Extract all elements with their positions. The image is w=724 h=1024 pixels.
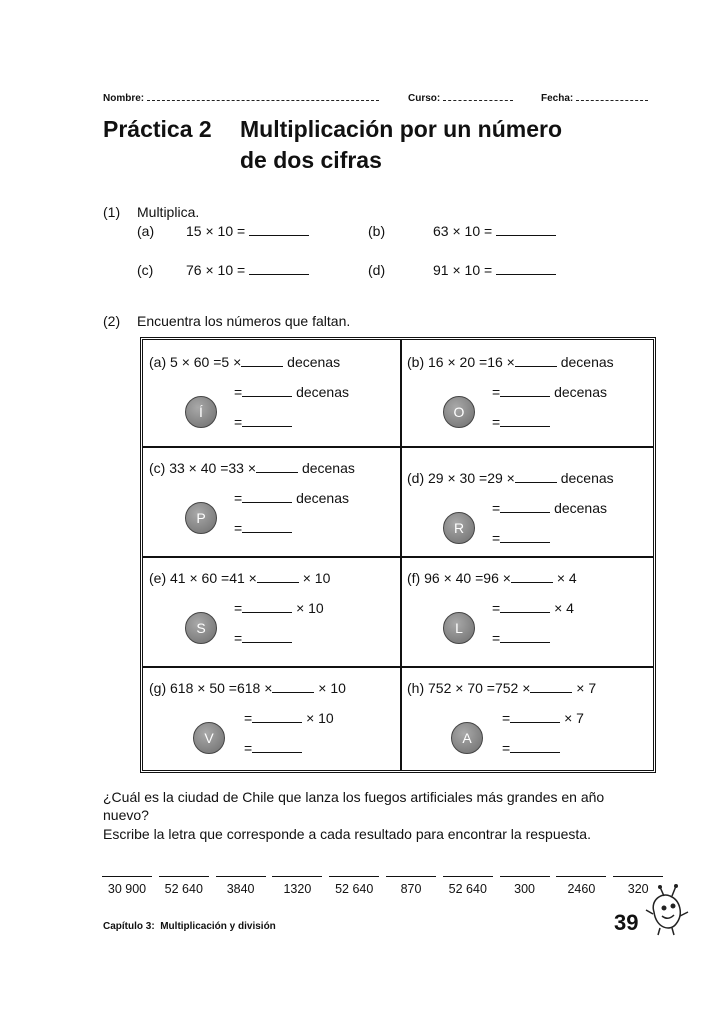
exercise-cell: [407, 564, 653, 660]
practice-number: Práctica 2: [103, 116, 212, 142]
cell-line3: [492, 414, 550, 430]
cell-step3: =: [234, 630, 243, 646]
s1-item-c-expr: 76 × 10 =: [186, 262, 246, 278]
answer-blank[interactable]: [500, 530, 550, 543]
s1-item-d-expr: 91 × 10 =: [433, 262, 493, 278]
date-label: Fecha:: [541, 93, 574, 104]
cell-label: (h): [407, 680, 425, 696]
chapter-footer: Capítulo 3: Multiplicación y división: [103, 921, 276, 932]
cell-expr: 618 × 50: [170, 680, 225, 696]
cell-line1: [149, 570, 330, 586]
cell-step3: =: [492, 530, 501, 546]
section1-instruction: Multiplica.: [137, 204, 200, 220]
cell-step2: =: [492, 500, 501, 516]
answer-slot[interactable]: [326, 876, 382, 896]
letter-badge: A: [451, 722, 483, 754]
cell-line1: [149, 680, 346, 696]
answer-blank[interactable]: [249, 262, 309, 275]
cell-line3: [234, 414, 292, 430]
answer-blank[interactable]: [252, 740, 302, 753]
exercise-cell: [407, 454, 653, 550]
cell-expr: 16 × 20: [428, 354, 476, 370]
exercise-cell: [149, 348, 395, 444]
mascot-icon: [644, 884, 690, 936]
cell-label: (a): [149, 354, 167, 370]
cell-step2-suffix: decenas: [296, 384, 350, 400]
cell-expr: 29 × 30: [428, 470, 476, 486]
answer-blank[interactable]: [510, 710, 560, 723]
grid-divider: [143, 666, 653, 668]
course-field[interactable]: [408, 91, 513, 104]
cell-expr: 96 × 40: [424, 570, 472, 586]
cell-step2: =: [234, 600, 243, 616]
answer-value: 52 640: [335, 882, 374, 896]
answer-value: 3840: [226, 882, 255, 896]
cell-line2: [492, 600, 574, 616]
grid-divider: [143, 446, 653, 448]
answer-blank[interactable]: [511, 570, 553, 583]
cell-expr: 752 × 70: [428, 680, 483, 696]
answer-slot[interactable]: [383, 876, 439, 896]
section2-number: (2): [103, 313, 121, 329]
cell-label: (e): [149, 570, 167, 586]
riddle-question-line2: nuevo?: [103, 807, 149, 823]
cell-step1: =5 ×: [213, 354, 242, 370]
exercise-cell: [407, 674, 653, 770]
cell-step2: =: [492, 384, 501, 400]
name-label: Nombre:: [103, 93, 145, 104]
cell-line3: [234, 630, 292, 646]
cell-step3: =: [234, 520, 243, 536]
answer-blank[interactable]: [500, 500, 550, 513]
letter-blank[interactable]: [443, 876, 493, 877]
letter-badge: V: [193, 722, 225, 754]
cell-expr: 33 × 40: [169, 460, 217, 476]
cell-expr: 41 × 60: [170, 570, 218, 586]
cell-step1: =41 ×: [221, 570, 257, 586]
cell-line1: [149, 354, 340, 370]
page-title-line2: de dos cifras: [240, 147, 382, 173]
cell-step1-suffix: decenas: [560, 354, 614, 370]
cell-step3: =: [244, 740, 253, 756]
date-field[interactable]: [541, 91, 648, 104]
answer-blank[interactable]: [510, 740, 560, 753]
s1-item-c: [186, 262, 309, 278]
answer-blank[interactable]: [242, 414, 292, 427]
s1-item-c-label: (c): [137, 262, 154, 278]
letter-badge: S: [185, 612, 217, 644]
cell-step1: =752 ×: [486, 680, 531, 696]
cell-step3: =: [502, 740, 511, 756]
cell-step1: =33 ×: [220, 460, 257, 476]
s1-item-d-label: (d): [368, 262, 386, 278]
cell-label: (f): [407, 570, 421, 586]
letter-blank[interactable]: [329, 876, 379, 877]
cell-label: (c): [149, 460, 166, 476]
cell-step2: =: [244, 710, 253, 726]
page-number: 39: [614, 910, 639, 935]
answer-blank[interactable]: [257, 570, 299, 583]
answer-value: 320: [627, 882, 649, 896]
cell-step2-suffix: decenas: [296, 490, 350, 506]
cell-step1: =618 ×: [228, 680, 273, 696]
grid-divider: [400, 340, 402, 770]
answer-blank[interactable]: [515, 470, 557, 483]
answer-value: 2460: [567, 882, 596, 896]
cell-step1: =29 ×: [479, 470, 515, 486]
s1-item-b-label: (b): [368, 223, 386, 239]
cell-step2-suffix: decenas: [554, 500, 608, 516]
letter-blank[interactable]: [500, 876, 550, 877]
answer-blank[interactable]: [242, 384, 292, 397]
letter-blank[interactable]: [556, 876, 606, 877]
s1-item-b-expr: 63 × 10 =: [433, 223, 493, 239]
letter-badge: R: [443, 512, 475, 544]
answer-slot[interactable]: [99, 876, 155, 896]
cell-step2-suffix: decenas: [554, 384, 608, 400]
answer-slot[interactable]: [213, 876, 269, 896]
letter-blank[interactable]: [102, 876, 152, 877]
answer-blank[interactable]: [242, 520, 292, 533]
answer-blank[interactable]: [500, 630, 550, 643]
answer-value: 1320: [283, 882, 312, 896]
cell-step1: =96 ×: [475, 570, 511, 586]
answer-blank[interactable]: [496, 262, 556, 275]
cell-step1-suffix: × 10: [318, 680, 346, 696]
riddle-question-line1: ¿Cuál es la ciudad de Chile que lanza los fuegos artificiales más grandes en año: [103, 789, 605, 805]
answer-slot[interactable]: [269, 876, 325, 896]
letter-blank[interactable]: [613, 876, 663, 877]
cell-step2: =: [234, 490, 243, 506]
answer-blank[interactable]: [242, 490, 292, 503]
answer-blank[interactable]: [256, 460, 298, 473]
cell-line3: [244, 740, 302, 756]
course-label: Curso:: [408, 93, 441, 104]
cell-line1: [407, 570, 577, 586]
cell-line2: [234, 490, 349, 506]
letter-blank[interactable]: [159, 876, 209, 877]
cell-line3: [492, 530, 550, 546]
answer-blank[interactable]: [241, 354, 283, 367]
cell-line1: [407, 354, 614, 370]
answer-blank[interactable]: [530, 680, 572, 693]
s1-item-a: [186, 223, 309, 239]
answer-value: 52 640: [448, 882, 487, 896]
cell-step1-suffix: decenas: [287, 354, 341, 370]
answer-blank[interactable]: [515, 354, 557, 367]
answer-slot[interactable]: [497, 876, 553, 896]
cell-step3: =: [492, 630, 501, 646]
answer-blank[interactable]: [500, 600, 550, 613]
answer-value: 30 900: [107, 882, 147, 896]
name-field[interactable]: [103, 91, 379, 104]
cell-step2: =: [502, 710, 511, 726]
cell-line3: [492, 630, 550, 646]
answer-blank[interactable]: [496, 223, 556, 236]
page-title-line1: Multiplicación por un número: [240, 116, 562, 142]
cell-line2: [234, 384, 349, 400]
exercise-cell: [407, 348, 653, 444]
answer-blank[interactable]: [272, 680, 314, 693]
answer-blank[interactable]: [500, 384, 550, 397]
cell-line3: [234, 520, 292, 536]
cell-step2-suffix: × 4: [554, 600, 574, 616]
answer-value: 870: [400, 882, 422, 896]
answer-blank[interactable]: [242, 630, 292, 643]
s1-item-a-label: (a): [137, 223, 155, 239]
cell-step2: =: [234, 384, 243, 400]
cell-step3: =: [492, 414, 501, 430]
answer-blank[interactable]: [252, 710, 302, 723]
letter-blank[interactable]: [216, 876, 266, 877]
cell-label: (g): [149, 680, 167, 696]
cell-step1-suffix: × 7: [576, 680, 597, 696]
letter-blank[interactable]: [386, 876, 436, 877]
answer-blank[interactable]: [249, 223, 309, 236]
cell-line3: [502, 740, 560, 756]
answer-slot[interactable]: [156, 876, 212, 896]
cell-step1: =16 ×: [479, 354, 515, 370]
cell-line1: [149, 460, 355, 476]
answer-value: 52 640: [164, 882, 203, 896]
answer-value: 300: [514, 882, 536, 896]
cell-step2: =: [492, 600, 501, 616]
cell-expr: 5 × 60: [170, 354, 210, 370]
section1-number: (1): [103, 204, 121, 220]
cell-line2: [502, 710, 584, 726]
cell-step3: =: [234, 414, 243, 430]
letter-badge: L: [443, 612, 475, 644]
cell-step2-suffix: × 7: [564, 710, 584, 726]
cell-line2: [234, 600, 324, 616]
s1-item-b: [433, 223, 556, 239]
answer-slot[interactable]: [440, 876, 496, 896]
answer-blank[interactable]: [500, 414, 550, 427]
cell-label: (d): [407, 470, 425, 486]
letter-badge: Í: [185, 396, 217, 428]
riddle-instruction: Escribe la letra que corresponde a cada resultado para encontrar la respuesta.: [103, 826, 591, 842]
cell-line1: [407, 470, 614, 486]
answer-slot[interactable]: [553, 876, 609, 896]
cell-line2: [244, 710, 334, 726]
cell-line2: [492, 384, 607, 400]
cell-label: (b): [407, 354, 425, 370]
s1-item-a-expr: 15 × 10 =: [186, 223, 246, 239]
cell-step1-suffix: decenas: [301, 460, 355, 476]
exercise-grid: [140, 337, 656, 773]
answer-blank[interactable]: [242, 600, 292, 613]
cell-step2-suffix: × 10: [306, 710, 334, 726]
letter-badge: P: [185, 502, 217, 534]
exercise-cell: [149, 674, 395, 770]
exercise-cell: [149, 454, 395, 550]
cell-step2-suffix: × 10: [296, 600, 324, 616]
letter-blank[interactable]: [272, 876, 322, 877]
cell-step1-suffix: × 10: [302, 570, 331, 586]
exercise-cell: [149, 564, 395, 660]
cell-step1-suffix: decenas: [560, 470, 614, 486]
cell-line2: [492, 500, 607, 516]
section2-instruction: Encuentra los números que faltan.: [137, 313, 351, 329]
cell-line1: [407, 680, 596, 696]
letter-badge: O: [443, 396, 475, 428]
grid-divider: [143, 556, 653, 558]
cell-step1-suffix: × 4: [556, 570, 577, 586]
s1-item-d: [433, 262, 556, 278]
